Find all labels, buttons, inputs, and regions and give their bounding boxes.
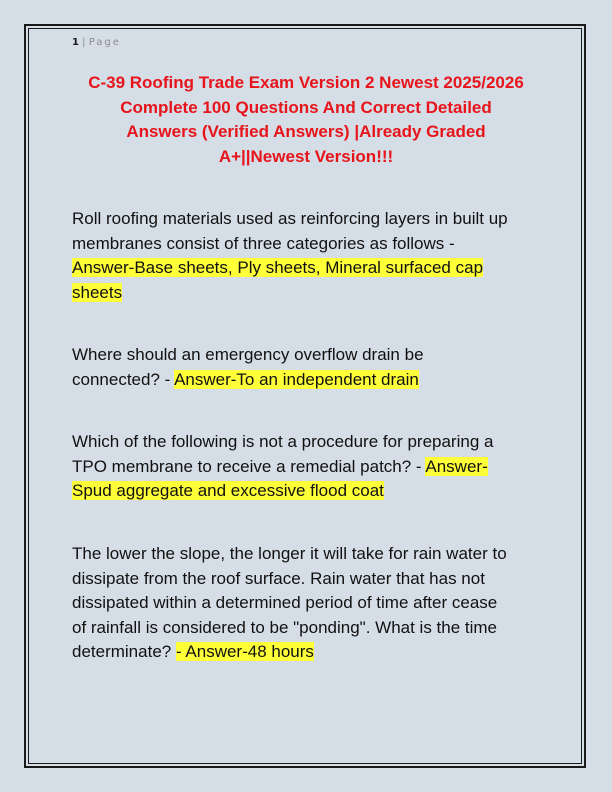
qa-item-2 <box>72 343 552 392</box>
page-label: Page <box>88 37 121 48</box>
document-title <box>64 71 548 169</box>
question-text: TPO membrane to receive a remedial patch? - <box>72 456 426 476</box>
question-line: The lower the slope, the longer it will take for rain water to <box>72 544 507 563</box>
question-line: membranes consist of three categories as follows - <box>72 233 455 253</box>
qa-item-1 <box>72 207 552 305</box>
answer-highlight: - Answer-48 hours <box>175 642 314 661</box>
answer-highlight: Answer- <box>425 456 488 476</box>
question-line: Where should an emergency overflow drain be <box>72 345 424 364</box>
page-number-header <box>72 37 121 48</box>
title-line: Complete 100 Questions And Correct Detailed <box>120 97 492 117</box>
answer-highlight: Answer-To an independent drain <box>174 369 419 389</box>
qa-item-4 <box>72 542 552 665</box>
question-line: Which of the following is not a procedure for preparing a <box>72 432 494 451</box>
page-separator: | <box>82 37 86 48</box>
question-line: of rainfall is considered to be "ponding". What is the time <box>72 617 498 637</box>
question-text: determinate? <box>72 642 176 661</box>
title-line: Answers (Verified Answers) |Already Graded <box>126 122 486 141</box>
question-line: Roll roofing materials used as reinforcing layers in built up <box>72 209 508 228</box>
page-number: 1 <box>72 37 79 48</box>
question-line: dissipated within a determined period of time after cease <box>72 593 498 612</box>
answer-highlight: sheets <box>72 282 123 302</box>
answer-highlight: Spud aggregate and excessive flood coat <box>72 481 384 500</box>
title-line: A+||Newest Version!!! <box>218 146 394 166</box>
answer-highlight: Answer-Base sheets, Ply sheets, Mineral surfaced cap <box>72 258 484 277</box>
title-line: C-39 Roofing Trade Exam Version 2 Newest 2025/2026 <box>88 73 524 92</box>
question-text: connected? - <box>72 369 175 389</box>
question-line: dissipate from the roof surface. Rain water that has not <box>72 568 485 588</box>
qa-item-3 <box>72 430 552 504</box>
